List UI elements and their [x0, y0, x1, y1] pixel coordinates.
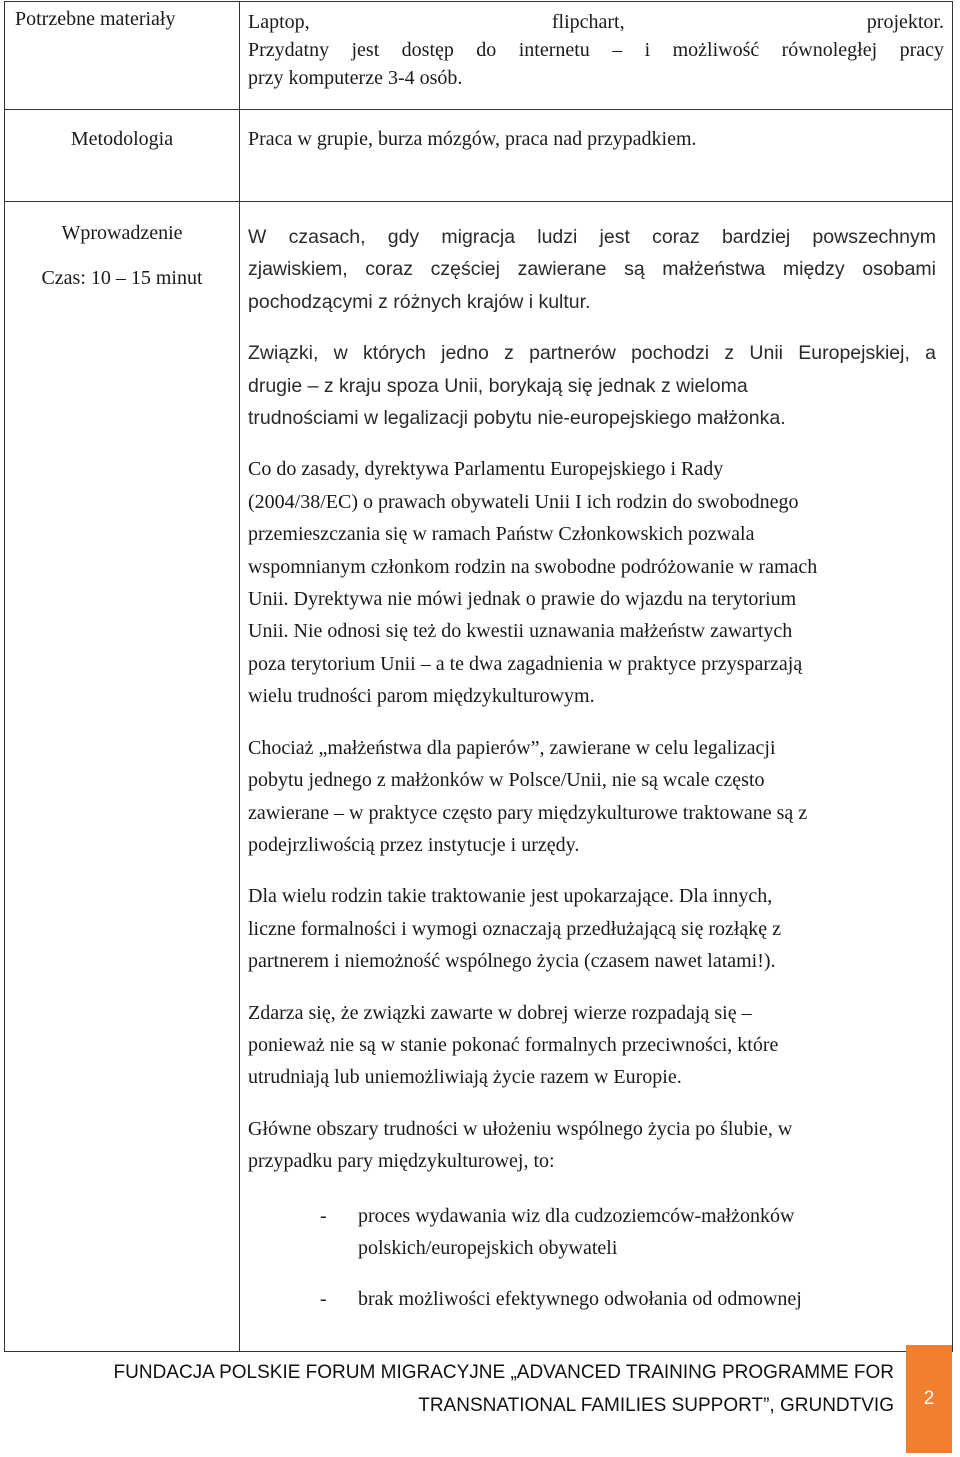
list-item — [248, 1200, 936, 1265]
paragraph-line: Związki, w których jedno z partnerów pochodzi z Unii Europejskiej, a — [248, 342, 936, 365]
introduction-row — [5, 202, 953, 1352]
list-item-line: polskich/europejskich obywateli — [358, 1236, 618, 1259]
paragraph-line: drugie – z kraju spoza Unii, borykają się jednak z wieloma — [248, 374, 748, 397]
paragraph-line: Unii. Nie odnosi się też do kwestii uznawania małżeństw zawartych — [248, 620, 793, 643]
paragraph-line: przypadku pary międzykulturowej, to: — [248, 1150, 555, 1173]
paragraph-line: przemieszczania się w ramach Państw Członkowskich pozwala — [248, 523, 755, 546]
paragraph-line: trudnościami w legalizacji pobytu nie-europejskiego małżonka. — [248, 407, 786, 430]
footer-line: FUNDACJA POLSKIE FORUM MIGRACYJNE „ADVANCED TRAINING PROGRAMME FOR — [113, 1362, 894, 1383]
paragraph-line: podejrzliwością przez instytucje i urzędy. — [248, 833, 580, 856]
paragraph-line: Co do zasady, dyrektywa Parlamentu Europejskiego i Rady — [248, 458, 724, 481]
page-number: 2 — [923, 1388, 935, 1409]
materials-line: Laptop, flipchart, projektor. — [248, 11, 944, 33]
paragraph-line: Główne obszary trudności w ułożeniu wspólnego życia po ślubie, w — [248, 1117, 793, 1140]
list-marker: - — [320, 1288, 327, 1311]
paragraph-line: partnerem i niemożność wspólnego życia (czasem nawet latami!). — [248, 950, 776, 973]
list-item-line: brak możliwości efektywnego odwołania od odmownej — [358, 1288, 802, 1311]
list-marker: - — [320, 1204, 327, 1227]
introduction-content — [240, 202, 953, 1352]
paragraph-line: utrudniają lub uniemożliwiają życie razem w Europie. — [248, 1066, 682, 1089]
paragraph-line: zjawiskiem, coraz częściej zawierane są małżeństwa między osobami — [248, 258, 936, 281]
materials-value — [240, 2, 953, 110]
paragraph-line: Dla wielu rodzin takie traktowanie jest upokarzające. Dla innych, — [248, 885, 773, 908]
paragraph-line: (2004/38/EC) o prawach obywateli Unii I ich rodzin do swobodnego — [248, 490, 799, 513]
paragraph-line: Unii. Dyrektywa nie mówi jednak o prawie do wjazdu na terytorium — [248, 588, 797, 611]
lesson-plan-table — [4, 1, 953, 1352]
paragraph — [248, 221, 936, 318]
materials-line: przy komputerze 3-4 osób. — [248, 67, 463, 89]
paragraph-line: ponieważ nie są w stanie pokonać formalnych przeciwności, które — [248, 1033, 779, 1056]
paragraph — [248, 453, 936, 712]
paragraph — [248, 1113, 936, 1178]
paragraph — [248, 880, 936, 977]
paragraph-line: liczne formalności i wymogi oznaczają przedłużającą się rozłąkę z — [248, 917, 782, 940]
paragraph-line: zawierane – w praktyce często pary międzykulturowe traktowane są z — [248, 801, 808, 824]
paragraph-line: wspomnianym członkom rodzin na swobodne podróżowanie w ramach — [248, 555, 818, 578]
time-label: Czas: 10 – 15 minut — [41, 267, 203, 289]
list-item-line: proces wydawania wiz dla cudzoziemców-małżonków — [358, 1204, 795, 1227]
paragraph-line: wielu trudności parom międzykulturowym. — [248, 685, 595, 708]
materials-line: Przydatny jest dostęp do internetu – i możliwość równoległej pracy — [248, 39, 944, 61]
methodology-label: Metodologia — [5, 110, 240, 202]
page-number-badge — [906, 1345, 952, 1453]
page-footer — [74, 1356, 894, 1422]
footer-line: TRANSNATIONAL FAMILIES SUPPORT”, GRUNDTVIG — [418, 1395, 894, 1416]
paragraph-line: poza terytorium Unii – a te dwa zagadnienia w praktyce przysparzają — [248, 652, 803, 675]
introduction-label: Wprowadzenie — [61, 222, 183, 244]
materials-label: Potrzebne materiały — [5, 2, 240, 110]
materials-row — [5, 2, 953, 110]
paragraph-line: pobytu jednego z małżonków w Polsce/Unii, nie są wcale często — [248, 769, 765, 792]
paragraph-line: pochodzącymi z różnych krajów i kultur. — [248, 290, 591, 313]
paragraph-line: Zdarza się, że związki zawarte w dobrej wierze rozpadają się – — [248, 1001, 752, 1024]
paragraph — [248, 732, 936, 862]
paragraph-line: Chociaż „małżeństwa dla papierów”, zawierane w celu legalizacji — [248, 736, 776, 759]
methodology-row — [5, 110, 953, 202]
paragraph — [248, 997, 936, 1094]
difficulties-list — [248, 1200, 936, 1316]
list-item — [248, 1283, 936, 1315]
paragraph — [248, 337, 936, 434]
methodology-value: Praca w grupie, burza mózgów, praca nad przypadkiem. — [240, 110, 953, 202]
introduction-label-cell — [5, 202, 240, 1352]
paragraph-line: W czasach, gdy migracja ludzi jest coraz bardziej powszechnym — [248, 226, 936, 248]
